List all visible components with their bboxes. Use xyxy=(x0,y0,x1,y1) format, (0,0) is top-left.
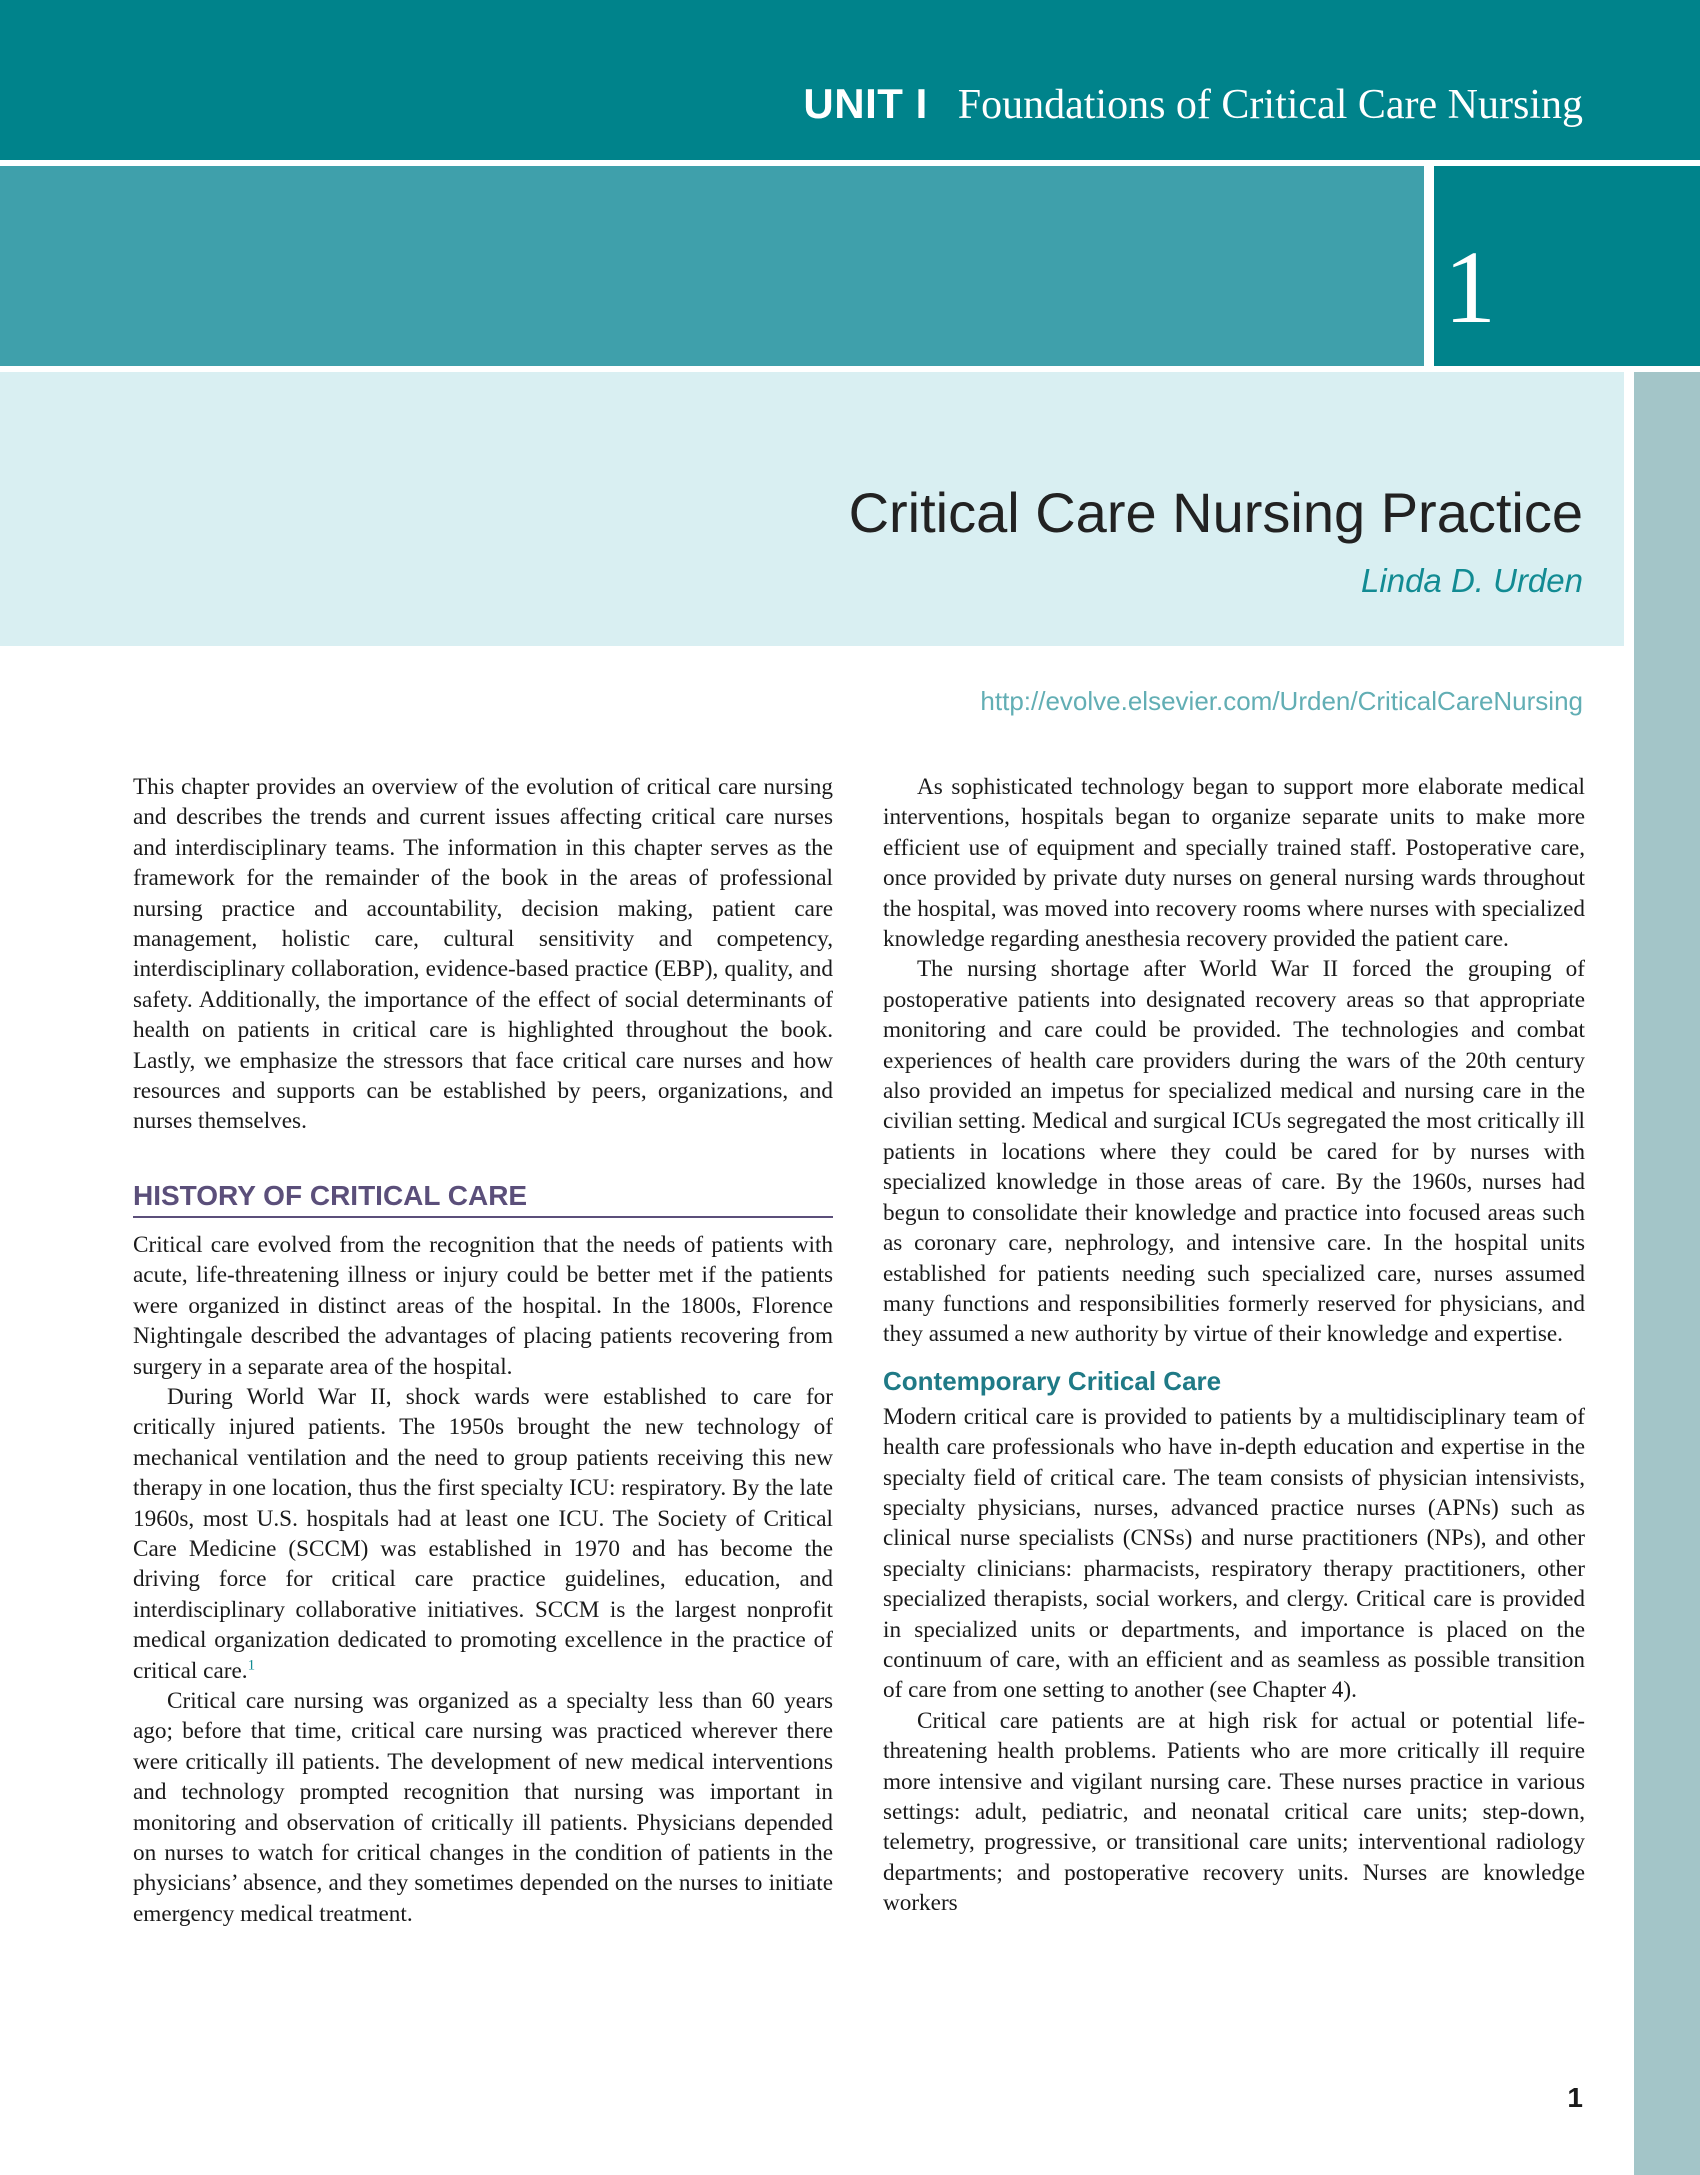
chapter-number: 1 xyxy=(1444,230,1496,345)
nursing-shortage-paragraph: The nursing shortage after World War II forced the grouping of postoperative patients into designated recovery areas so that appropriate monitoring and care could be provided. The technologies and combat experiences of health care providers during the wars of the 20th century also provided an impetus for specialized medical and nursing care in the civilian setting. Medical and surgical ICUs segregated the most critically ill patients in locations where they could be cared for by nurses with specialized knowledge in those areas of care. By the 1960s, nurses had begun to consolidate their knowledge and practice into focused areas such as coronary care, nephrology, and intensive care. In the hospital units established for patients needing such specialized care, nurses assumed many functions and responsibilities formerly reserved for physicians, and they assumed a new authority by virtue of their knowledge and expertise. xyxy=(883,956,1585,1348)
history-heading: HISTORY OF CRITICAL CARE xyxy=(133,1179,833,1218)
unit-label: UNIT I xyxy=(803,80,928,127)
chapter-band xyxy=(0,166,1424,366)
page-number: 1 xyxy=(1567,2082,1583,2113)
unit-title: Foundations of Critical Care Nursing xyxy=(957,82,1583,128)
history-paragraph-3: Critical care nursing was organized as a specialty less than 60 years ago; before that time, critical care nursing was practiced wherever there were critically ill patients. The development of new medical interventions and technology prompted recognition that nursing was important in monitoring and observation of critically ill patients. Physicians depended on nurses to watch for critical changes in the condition of patients in the physicians’ absence, and they sometimes depended on the nurses to initiate emergency medical treatment. xyxy=(133,1687,833,1927)
contemporary-heading: Contemporary Critical Care xyxy=(883,1365,1222,1396)
chapter-title: Critical Care Nursing Practice xyxy=(848,481,1583,544)
chapter-author: Linda D. Urden xyxy=(1361,562,1583,599)
technology-paragraph: As sophisticated technology began to support more elaborate medical interventions, hospitals began to organize separate units to make more efficient use of equipment and specially trained staff. Postoperative care, once provided by private duty nurses on general nursing wards throughout the hospital, was moved into recovery rooms where nurses with specialized knowledge regarding anesthesia recovery provided the patient care. xyxy=(883,774,1585,953)
history-paragraph-1: Critical care evolved from the recognition that the needs of patients with acute, life-threatening illness or injury could be better met if the patients were organized in distinct areas of the hospital. In the 1800s, Florence Nightingale described the advantages of placing patients recovering from surgery in a separate area of the hospital. xyxy=(133,1231,833,1380)
history-paragraph-2-text: During World War II, shock wards were established to care for critically injured patients. The 1950s brought the new technology of mechanical ventilation and the need to group patients receiving this new therapy in one location, thus the first specialty ICU: respiratory. By the late 1960s, most U.S. hospitals had at least one ICU. The Society of Critical Care Medicine (SCCM) was established in 1970 and has become the driving force for critical care practice guidelines, education, and interdisciplinary collaborative initiatives. SCCM is the largest nonprofit medical organization dedicated to promoting excellence in the practice of critical care. xyxy=(133,1383,833,1684)
evolve-link[interactable]: http://evolve.elsevier.com/Urden/CriticalCareNursing xyxy=(980,686,1583,716)
page-edge-strip xyxy=(1634,372,1700,2175)
contemporary-paragraph-1: Modern critical care is provided to patients by a multidisciplinary team of health care professionals who have in-depth education and expertise in the specialty field of critical care. The team consists of physician intensivists, specialty physicians, nurses, advanced practice nurses (APNs) such as clinical nurse specialists (CNSs) and nurse practitioners (NPs), and other specialty clinicians: pharmacists, respiratory therapy practitioners, other specialized therapists, social workers, and clergy. Critical care is provided in specialized units or departments, and importance is placed on the continuum of care, with an efficient and as seamless as possible transition of care from one setting to another (see Chapter 4). xyxy=(883,1403,1585,1704)
unit-heading xyxy=(803,80,1583,129)
right-column xyxy=(883,772,1585,1919)
left-column xyxy=(133,772,833,1929)
footnote-reference[interactable]: 1 xyxy=(247,1656,256,1673)
history-paragraph-2 xyxy=(133,1382,833,1686)
contemporary-paragraph-2: Critical care patients are at high risk for actual or potential life-threatening health problems. Patients who are more critically ill require more intensive and vigilant nursing care. These nurses practice in various settings: adult, pediatric, and neonatal critical care units; step-down, telemetry, progressive, or transitional care units; interventional radiology departments; and postoperative recovery units. Nurses are knowledge workers xyxy=(883,1707,1585,1917)
intro-paragraph: This chapter provides an overview of the evolution of critical care nursing and describes the trends and current issues affecting critical care nurses and interdisciplinary teams. The information in this chapter serves as the framework for the remainder of the book in the areas of professional nursing practice and accountability, decision making, patient care management, holistic care, cultural sensitivity and competency, interdisciplinary collaboration, evidence-based practice (EBP), quality, and safety. Additionally, the importance of the effect of social determinants of health on patients in critical care is highlighted throughout the book. Lastly, we emphasize the stressors that face critical care nurses and how resources and supports can be established by peers, organizations, and nurses themselves. xyxy=(133,774,833,1135)
